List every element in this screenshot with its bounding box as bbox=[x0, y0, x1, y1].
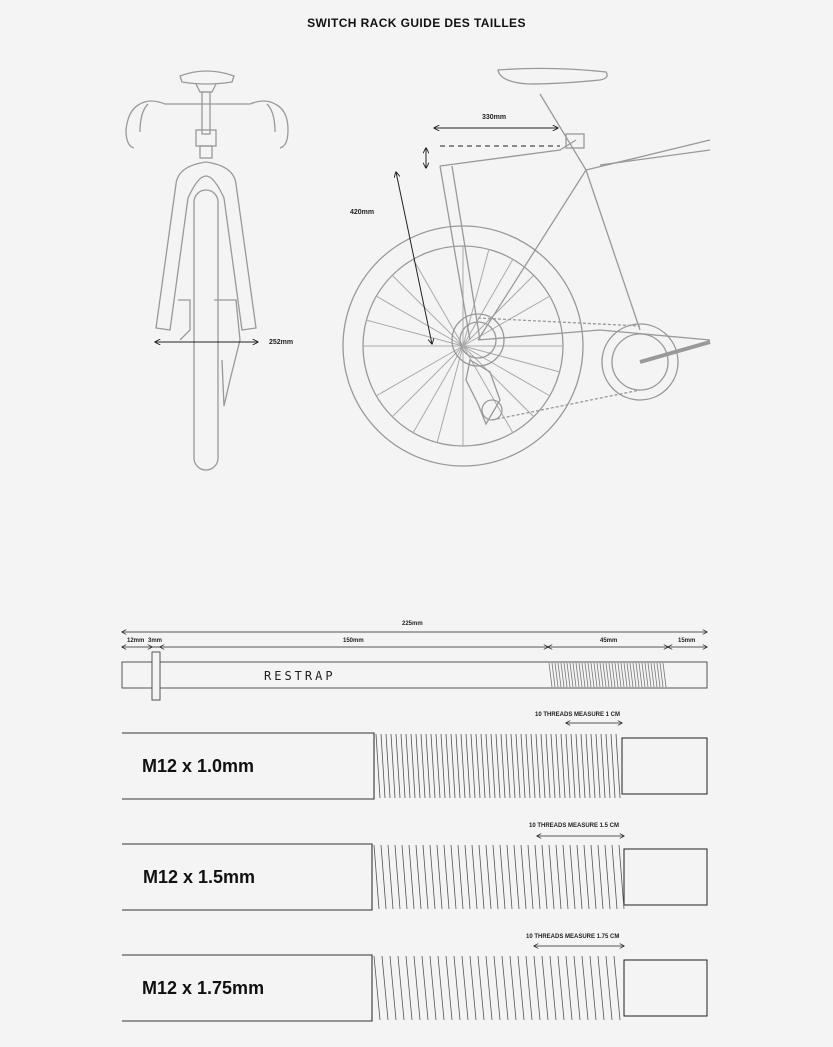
thread-note: 10 THREADS MEASURE 1.5 CM bbox=[529, 823, 620, 829]
thread-size-3 bbox=[122, 934, 707, 1021]
front-view-bike-illustration bbox=[126, 71, 288, 470]
bolt-segment-label: 150mm bbox=[343, 638, 364, 644]
bolt-segment-label: 12mm bbox=[127, 638, 145, 644]
thread-size-2 bbox=[122, 823, 707, 910]
restrap-logo: RESTRAP bbox=[264, 669, 336, 683]
thread-size-label: M12 x 1.5mm bbox=[143, 867, 256, 887]
thread-size-1 bbox=[122, 712, 707, 799]
bolt-overall-label: 225mm bbox=[402, 621, 423, 627]
bolt-segment-label: 15mm bbox=[678, 638, 696, 644]
side-length-label: 330mm bbox=[482, 114, 507, 121]
thread-note: 10 THREADS MEASURE 1 CM bbox=[535, 712, 621, 718]
thread-note: 10 THREADS MEASURE 1.75 CM bbox=[526, 934, 620, 940]
thread-size-label: M12 x 1.0mm bbox=[142, 756, 255, 776]
front-width-dimension bbox=[155, 339, 293, 346]
side-height-dimension bbox=[350, 172, 432, 344]
bolt-segment-label: 45mm bbox=[600, 638, 618, 644]
bolt-diagram bbox=[122, 621, 707, 700]
thread-size-label: M12 x 1.75mm bbox=[142, 978, 265, 998]
bolt-segment-label: 3mm bbox=[148, 638, 163, 644]
side-height-label: 420mm bbox=[350, 209, 375, 216]
side-length-dimension bbox=[434, 114, 558, 128]
page-title: SWITCH RACK GUIDE DES TAILLES bbox=[307, 16, 526, 30]
front-width-label: 252mm bbox=[269, 339, 294, 346]
